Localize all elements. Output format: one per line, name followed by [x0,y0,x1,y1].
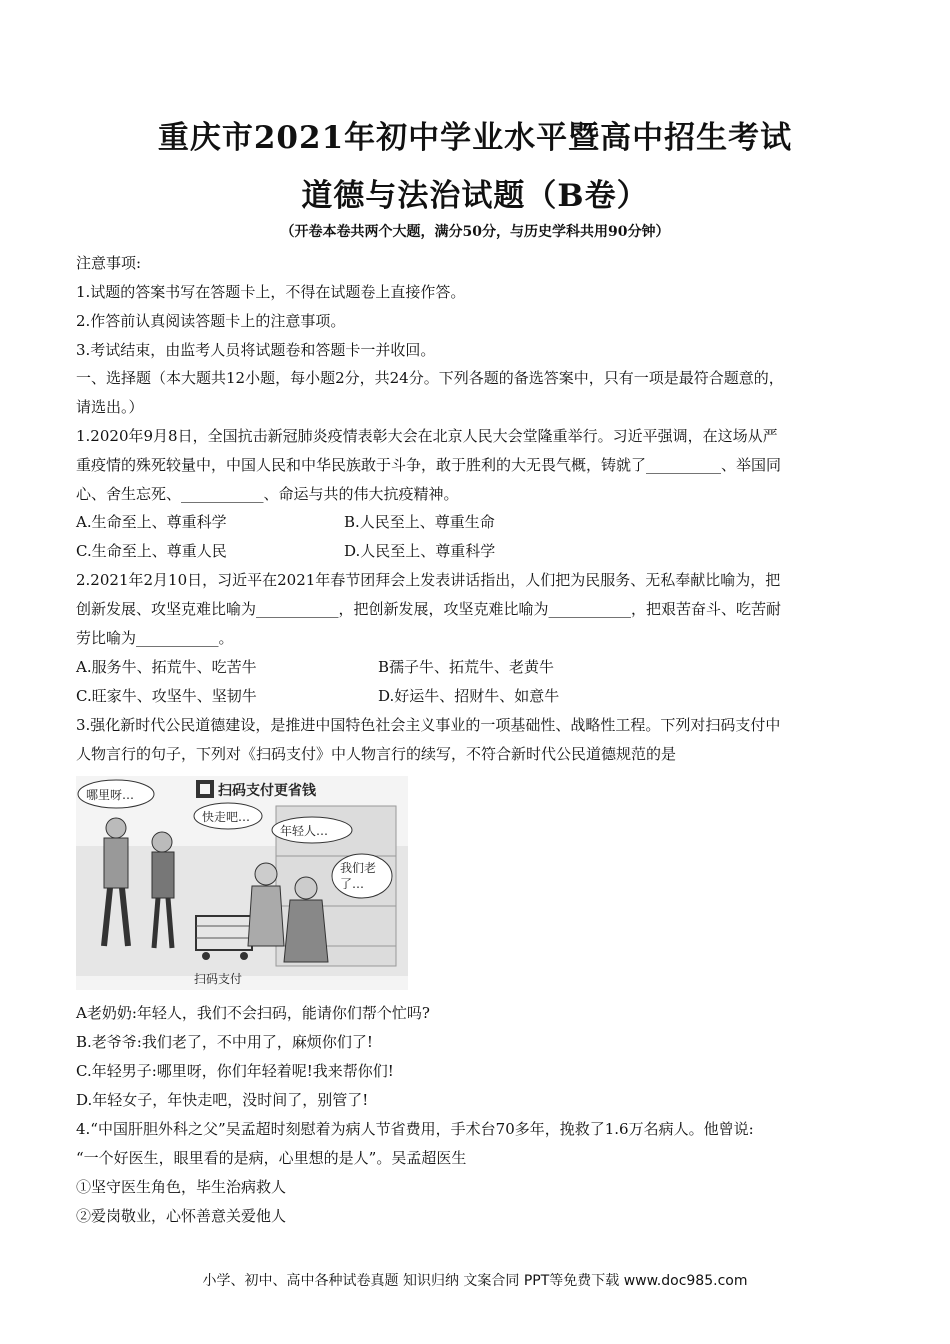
page-footer: 小学、初中、高中各种试卷真题 知识归纳 文案合同 PPT等免费下载 www.doc985.com [202,1273,748,1289]
bubble-grandpa-cont: 了… [340,877,365,891]
question-3-text: 3.强化新时代公民道德建设，是推进中国特色社会主义事业的一项基础性、战略性工程。下列对扫码支付中 [76,716,781,734]
question-4-text: “一个好医生，眼里看的是病，心里想的是人”。吴孟超医生 [76,1149,467,1167]
q1-option-d: D.人民至上、尊重科学 [344,542,496,560]
bubble-man: 哪里呀… [86,788,135,802]
exam-subtitle: （开卷本卷共两个大题，满分50分，与历史学科共用90分钟） [280,224,670,240]
question-2-text: 2.2021年2月10日，习近平在2021年春节团拜会上发表讲话指出，人们把为民服务、无私奉献比喻为，把 [76,571,781,589]
question-2-text: 劳比喻为___________。 [76,629,234,647]
q1-option-b: B.人民至上、尊重生命 [344,513,495,531]
section-heading: 一、选择题（本大题共12小题，每小题2分，共24分。下列各题的备选答案中，只有一项是最符合题意的， [76,369,784,387]
exam-title-line1: 重庆市2021年初中学业水平暨高中招生考试 [157,120,793,156]
question-1-text: 1.2020年9月8日，全国抗击新冠肺炎疫情表彰大会在北京人民大会堂隆重举行。习近平强调，在这场从严 [76,427,778,445]
q2-option-a: A.服务牛、拓荒牛、吃苦牛 [76,658,257,676]
q3-option-a: A老奶奶:年轻人，我们不会扫码，能请你们帮个忙吗? [76,1004,430,1022]
notes-heading: 注意事项: [76,254,142,272]
question-1-text: 重疫情的殊死较量中，中国人民和中华民族敢于斗争，敢于胜利的大无畏气概，铸就了__________、举国同 [76,456,782,474]
bubble-grandpa: 我们老 [340,861,377,875]
q1-option-a: A.生命至上、尊重科学 [76,513,227,531]
sign-text: 扫码支付更省钱 [218,783,316,799]
question-4-text: 4.“中国肝胆外科之父”吴孟超时刻慰着为病人节省费用，手术台70多年，挽救了1.6万名病人。他曾说: [76,1120,754,1138]
note-item: 3.考试结束，由监考人员将试题卷和答题卡一并收回。 [76,341,436,359]
q4-item-2: ②爱岗敬业，心怀善意关爱他人 [76,1207,287,1225]
q3-option-b: B.老爷爷:我们老了，不中用了，麻烦你们了! [76,1033,373,1051]
q2-option-d: D.好运牛、招财牛、如意牛 [378,687,560,705]
q1-option-c: C.生命至上、尊重人民 [76,542,227,560]
q3-option-d: D.年轻女子，年快走吧，没时间了，别管了! [76,1091,369,1109]
question-1-text: 心、舍生忘死、___________、命运与共的伟大抗疫精神。 [76,485,459,503]
q3-option-c: C.年轻男子:哪里呀，你们年轻着呢!我来帮你们! [76,1062,394,1080]
bubble-grandma: 年轻人… [280,824,329,838]
q2-option-b: B孺子牛、拓荒牛、老黄牛 [378,658,555,676]
cartoon-caption: 扫码支付 [194,972,243,986]
q2-option-c: C.旺家牛、攻坚牛、坚韧牛 [76,687,257,705]
q4-item-1: ①坚守医生角色，毕生治病救人 [76,1178,287,1196]
note-item: 1.试题的答案书写在答题卡上，不得在试题卷上直接作答。 [76,283,466,301]
section-heading-cont: 请选出。） [76,398,144,416]
exam-title-line2: 道德与法治试题（B卷） [301,178,649,214]
question-3-text: 人物言行的句子，下列对《扫码支付》中人物言行的续写，不符合新时代公民道德规范的是 [76,745,677,763]
bubble-woman: 快走吧… [202,810,251,824]
question-2-text: 创新发展、攻坚克难比喻为___________，把创新发展，攻坚克难比喻为___________，把艰苦奋斗、吃苦耐 [76,600,782,618]
note-item: 2.作答前认真阅读答题卡上的注意事项。 [76,312,346,330]
scan-pay-cartoon [76,776,408,990]
